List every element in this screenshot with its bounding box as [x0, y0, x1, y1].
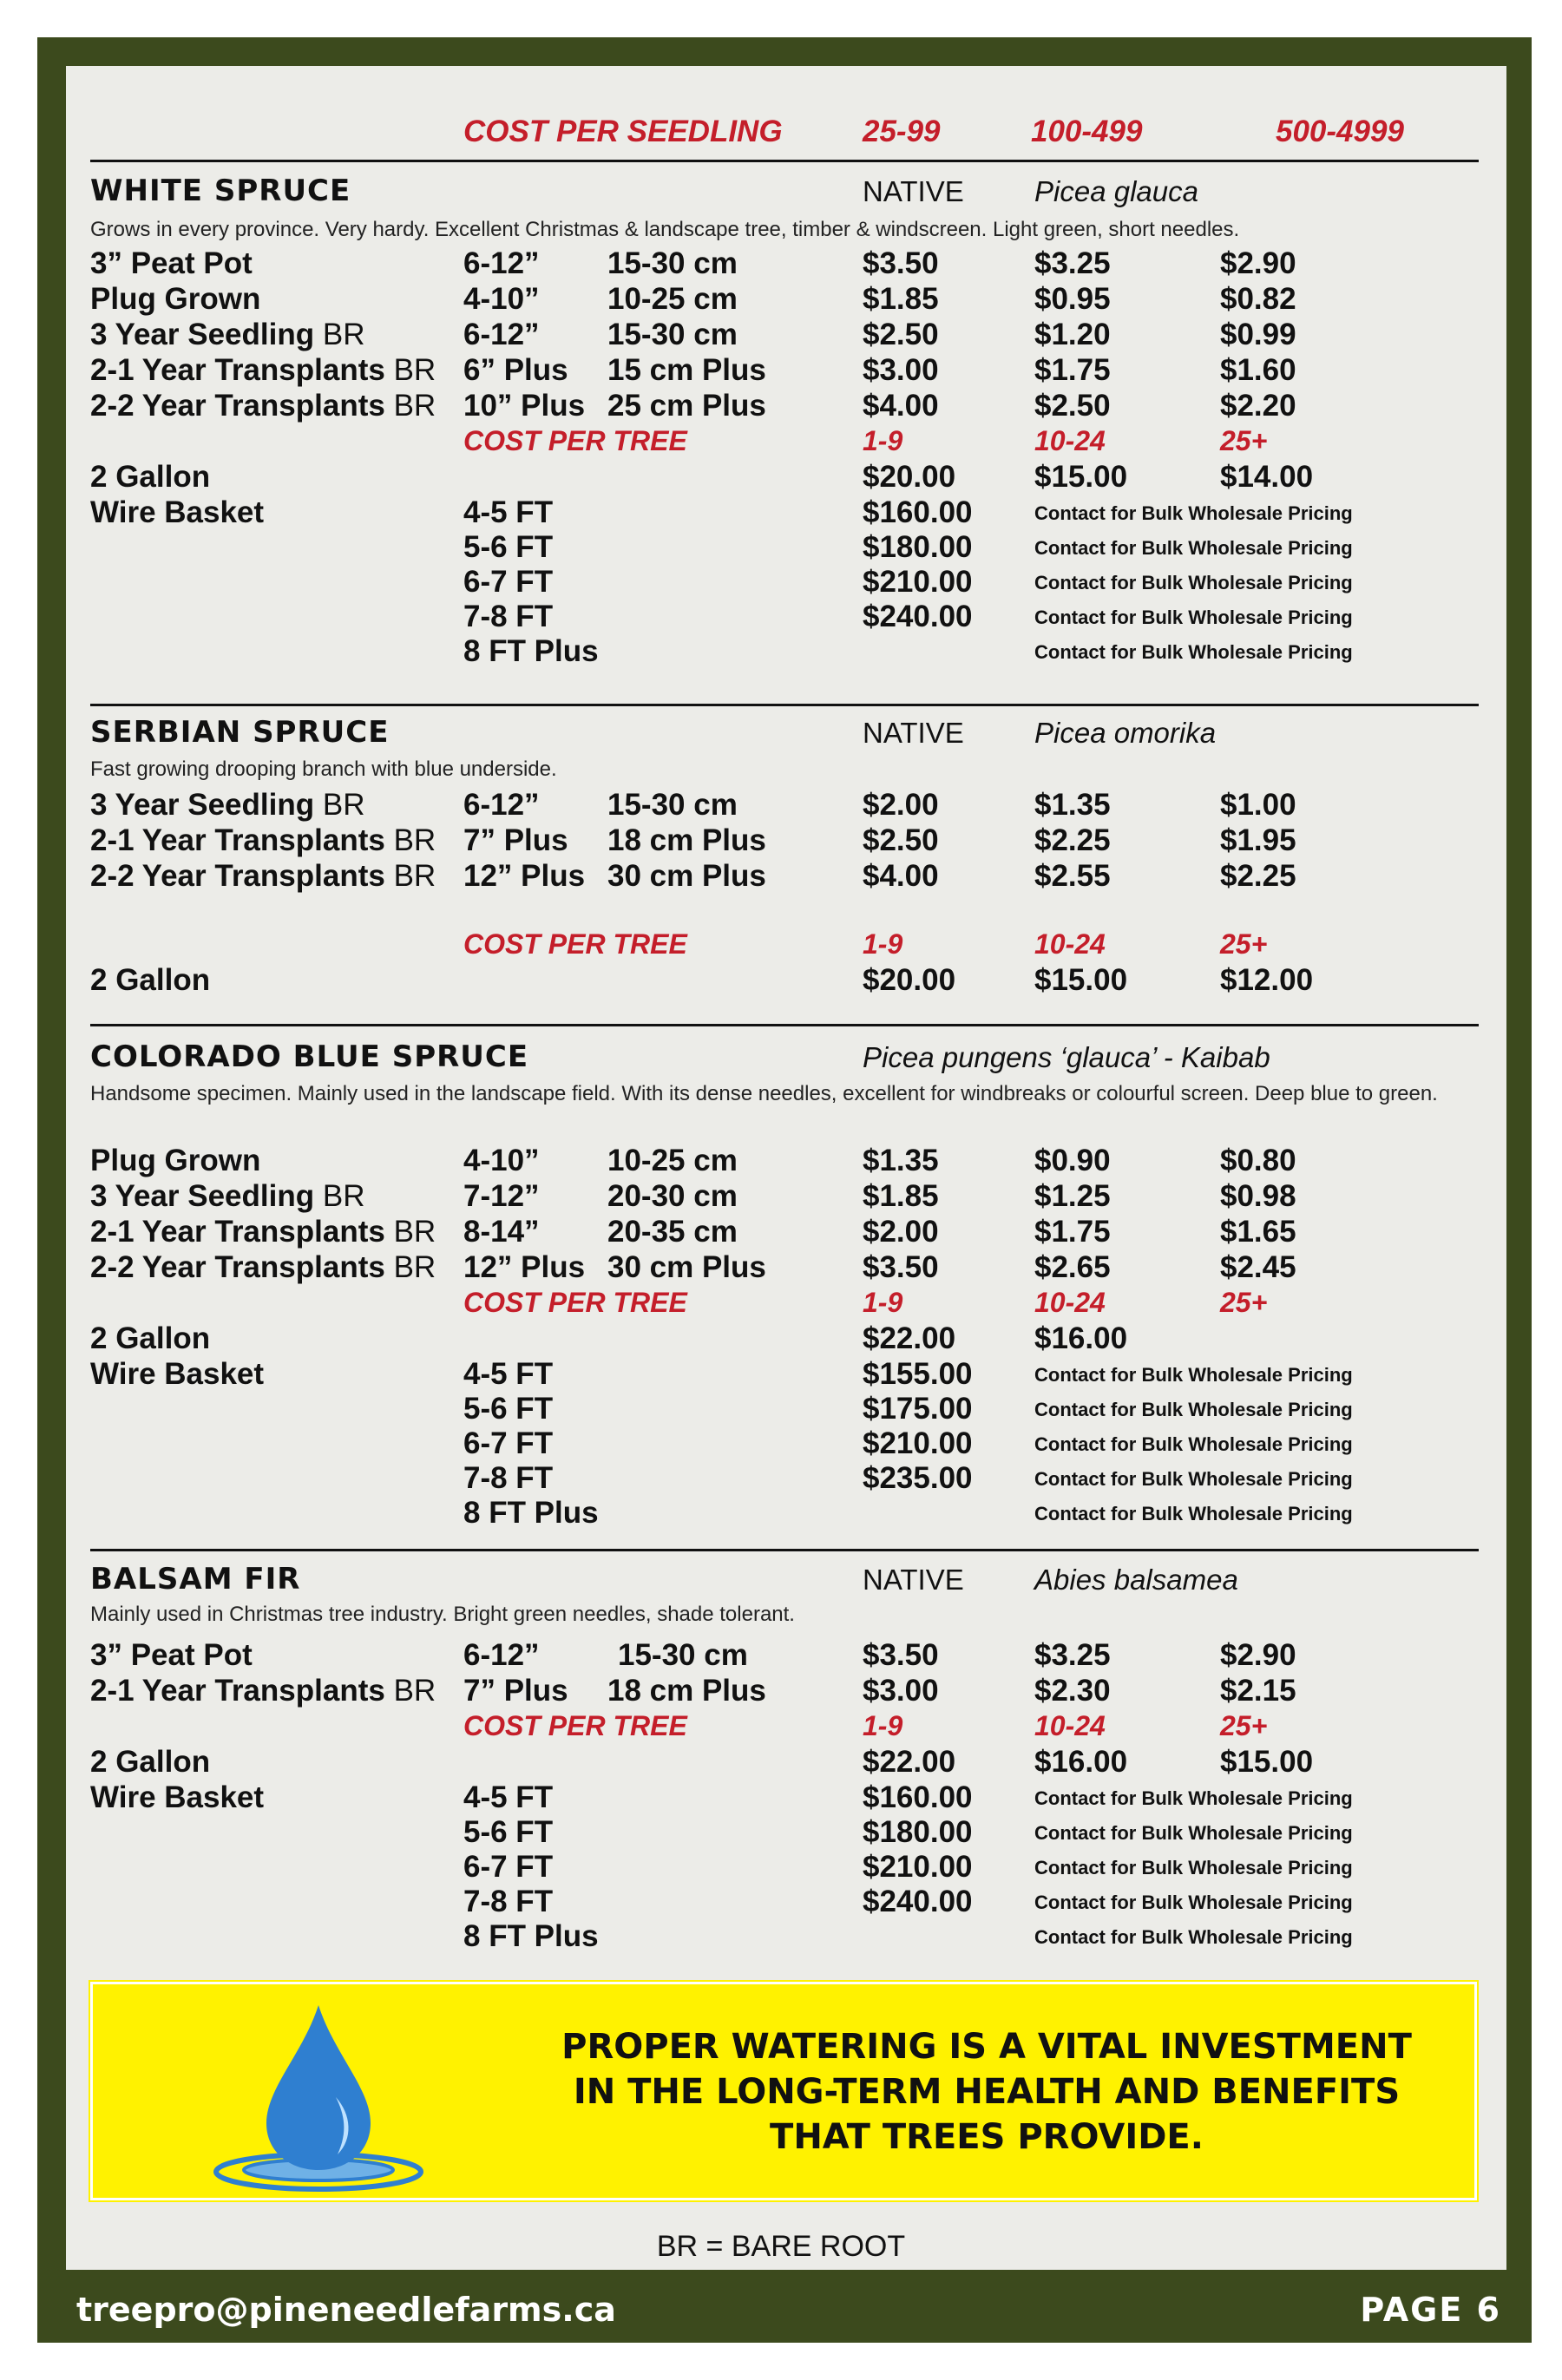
price-tier-header — [0, 115, 1562, 153]
table-row: 5-6 FT $180.00 Contact for Bulk Wholesale Pricing — [463, 1815, 1353, 1849]
section-title: WHITE SPRUCE — [90, 174, 351, 208]
section-description: Mainly used in Christmas tree industry. Bright green needles, shade tolerant. — [90, 1603, 795, 1626]
table-row: 2-2 Year Transplants BR 12” Plus 30 cm Plus $3.50 $2.65 $2.45 — [90, 1250, 1296, 1284]
table-row: 7-8 FT $240.00 Contact for Bulk Wholesale Pricing — [463, 600, 1353, 633]
table-row: 7-8 FT $240.00 Contact for Bulk Wholesale Pricing — [463, 1885, 1353, 1918]
banner-line: THAT TREES PROVIDE. — [770, 2117, 1204, 2157]
table-row: 2 Gallon $20.00 $15.00 $12.00 — [90, 963, 1314, 997]
table-row: 8 FT Plus Contact for Bulk Wholesale Pricing — [463, 634, 1353, 668]
cost-per-tree-header: COST PER TREE 1-9 10-24 25+ — [463, 928, 1268, 960]
section-title: BALSAM FIR — [90, 1562, 301, 1597]
cost-per-seedling-label: COST PER SEEDLING — [463, 115, 783, 148]
table-row: Plug Grown 4-10” 10-25 cm $1.85 $0.95 $0.82 — [90, 282, 1296, 316]
native-label: NATIVE — [863, 1564, 964, 1596]
table-row: 6-7 FT $210.00 Contact for Bulk Wholesale Pricing — [463, 1426, 1353, 1460]
table-row: 6-7 FT $210.00 Contact for Bulk Wholesale Pricing — [463, 1850, 1353, 1884]
table-row: 7-8 FT $235.00 Contact for Bulk Wholesale Pricing — [463, 1461, 1353, 1495]
banner-line: PROPER WATERING IS A VITAL INVESTMENT — [561, 2027, 1412, 2067]
banner-message — [501, 2024, 1473, 2160]
section-description: Handsome specimen. Mainly used in the landscape field. With its dense needles, excellent for windbreaks or colourful screen. Deep blue to green. — [90, 1082, 1438, 1105]
tier-500-4999: 500-4999 — [1276, 115, 1404, 148]
table-row: 6-7 FT $210.00 Contact for Bulk Wholesale Pricing — [463, 565, 1353, 599]
tier-25-99: 25-99 — [863, 115, 941, 148]
table-row: 2-1 Year Transplants BR 7” Plus 18 cm Plus $2.50 $2.25 $1.95 — [90, 823, 1296, 857]
table-row: Wire Basket 4-5 FT $155.00 Contact for Bulk Wholesale Pricing — [90, 1357, 1353, 1391]
page-number: PAGE 6 — [1360, 2291, 1501, 2329]
footer-email-link[interactable]: treepro@pineneedlefarms.ca — [76, 2291, 616, 2329]
section-description: Grows in every province. Very hardy. Excellent Christmas & landscape tree, timber & windscreen. Light green, short needles. — [90, 218, 1240, 241]
table-row: 3” Peat Pot 6-12” 15-30 cm $3.50 $3.25 $2.90 — [90, 246, 1296, 280]
latin-name: Picea pungens ‘glauca’ - Kaibab — [863, 1041, 1270, 1073]
table-row: Wire Basket 4-5 FT $160.00 Contact for Bulk Wholesale Pricing — [90, 495, 1353, 529]
section-title: SERBIAN SPRUCE — [90, 715, 390, 750]
native-label: NATIVE — [863, 717, 964, 749]
table-row: 2 Gallon $22.00 $16.00 — [90, 1321, 1128, 1355]
section-divider — [90, 1549, 1479, 1551]
watering-banner — [90, 1982, 1477, 2200]
native-label: NATIVE — [863, 175, 964, 207]
section-title: COLORADO BLUE SPRUCE — [90, 1039, 529, 1074]
section-description: Fast growing drooping branch with blue underside. — [90, 757, 557, 781]
table-row: 3 Year Seedling BR 6-12” 15-30 cm $2.00 $1.35 $1.00 — [90, 788, 1296, 822]
table-row: 5-6 FT $180.00 Contact for Bulk Wholesale Pricing — [463, 530, 1353, 564]
cost-per-tree-header: COST PER TREE 1-9 10-24 25+ — [463, 425, 1268, 456]
water-drop-icon — [206, 1993, 431, 2193]
bare-root-footnote: BR = BARE ROOT — [656, 2230, 906, 2263]
table-row: 3 Year Seedling BR 7-12” 20-30 cm $1.85 $1.25 $0.98 — [90, 1179, 1296, 1213]
table-row: 2-2 Year Transplants BR 12” Plus 30 cm Plus $4.00 $2.55 $2.25 — [90, 859, 1296, 893]
table-row: Plug Grown 4-10” 10-25 cm $1.35 $0.90 $0.80 — [90, 1144, 1296, 1177]
table-row: 2-1 Year Transplants BR 6” Plus 15 cm Plus $3.00 $1.75 $1.60 — [90, 353, 1296, 387]
tier-100-499: 100-499 — [1031, 115, 1143, 148]
latin-name: Abies balsamea — [1034, 1564, 1238, 1596]
table-row: 2-2 Year Transplants BR 10” Plus 25 cm Plus $4.00 $2.50 $2.20 — [90, 389, 1296, 423]
table-row: 3 Year Seedling BR 6-12” 15-30 cm $2.50 $1.20 $0.99 — [90, 318, 1296, 351]
cost-per-tree-header: COST PER TREE 1-9 10-24 25+ — [463, 1710, 1268, 1741]
table-row: 2 Gallon $20.00 $15.00 $14.00 — [90, 460, 1314, 494]
table-row: 2-1 Year Transplants BR 7” Plus 18 cm Plus $3.00 $2.30 $2.15 — [90, 1674, 1296, 1708]
section-divider — [90, 1024, 1479, 1026]
section-divider — [90, 704, 1479, 706]
cost-per-tree-header: COST PER TREE 1-9 10-24 25+ — [463, 1287, 1268, 1318]
table-row: 8 FT Plus Contact for Bulk Wholesale Pricing — [463, 1919, 1353, 1953]
latin-name: Picea glauca — [1034, 175, 1198, 207]
latin-name: Picea omorika — [1034, 717, 1217, 749]
table-row: 3” Peat Pot 6-12” 15-30 cm $3.50 $3.25 $2.90 — [90, 1638, 1296, 1672]
table-row: Wire Basket 4-5 FT $160.00 Contact for Bulk Wholesale Pricing — [90, 1780, 1353, 1814]
table-row: 2-1 Year Transplants BR 8-14” 20-35 cm $2.00 $1.75 $1.65 — [90, 1215, 1296, 1249]
table-row: 2 Gallon $22.00 $16.00 $15.00 — [90, 1745, 1314, 1779]
table-row: 5-6 FT $175.00 Contact for Bulk Wholesale Pricing — [463, 1392, 1353, 1426]
banner-line: IN THE LONG-TERM HEALTH AND BENEFITS — [573, 2072, 1401, 2112]
table-row: 8 FT Plus Contact for Bulk Wholesale Pricing — [463, 1496, 1353, 1530]
header-divider — [90, 160, 1479, 162]
